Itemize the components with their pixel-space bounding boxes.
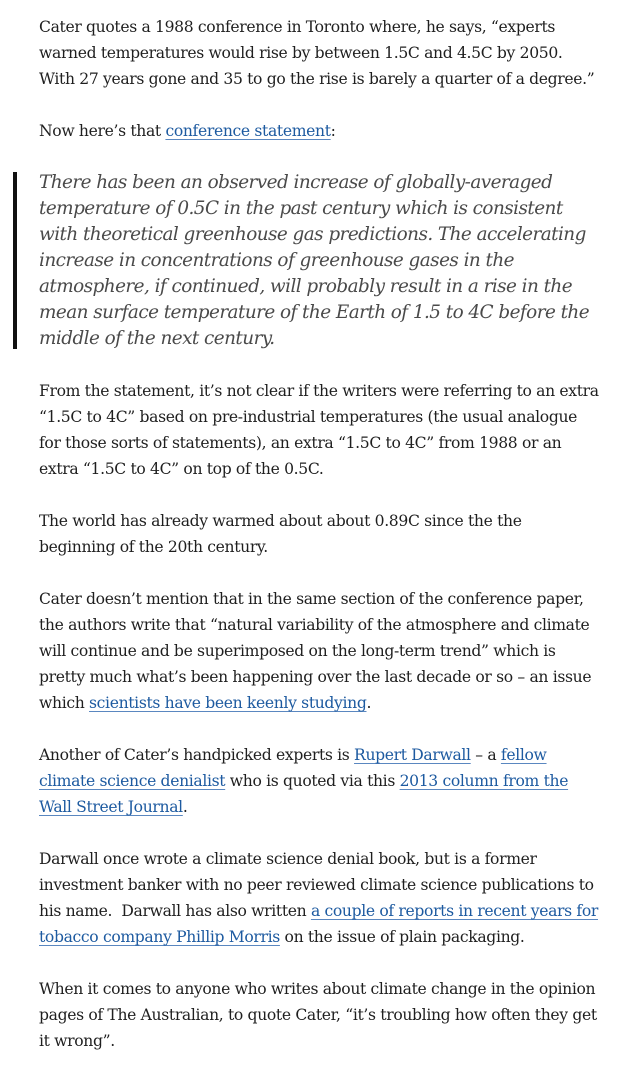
- blockquote-text: There has been an observed increase of globally-averaged temperature of 0.5C in the past century which is consistent with theoretical greenhouse gas predictions. The accelerating increase in concentrations of greenhouse gases in the atmosphere, if continued, will probably result in a rise in the mean surface temperature of the Earth of 1.5 to 4C before the middle of the next century.: [39, 172, 590, 349]
- scientists-studying-link[interactable]: scientists have been keenly studying: [89, 694, 367, 712]
- text-segment: Cater doesn’t mention that in the same section of the conference paper, the authors write that “natural variability of the atmosphere and climate will continue and be superimposed on the long-term trend” which is pretty much what’s been happening over the last decade or so – an issue which: [39, 590, 592, 712]
- paragraph-darwall-intro: [39, 742, 599, 820]
- fellow-denialist-link[interactable]: fellow climate science denialist: [39, 746, 547, 790]
- text-segment: Now here’s that: [39, 122, 166, 140]
- paragraph-statement-analysis: From the statement, it’s not clear if the writers were referring to an extra “1.5C to 4C” based on pre-industrial temperatures (the usual analogue for those sorts of statements), an extra “1.5C to 4C” from 1988 or an extra “1.5C to 4C” on top of the 0.5C.: [39, 382, 599, 478]
- text-segment: :: [330, 122, 336, 140]
- text-segment: – a: [470, 746, 501, 764]
- paragraph-darwall-background: [39, 846, 599, 950]
- paragraph-statement-intro: [39, 118, 599, 144]
- conference-statement-link[interactable]: conference statement: [165, 122, 331, 140]
- text-segment: who is quoted via this: [225, 772, 400, 790]
- blockquote-bar: [13, 172, 17, 349]
- paragraph-natural-variability: [39, 586, 599, 716]
- text-segment: .: [366, 694, 372, 712]
- text-segment: on the issue of plain packaging.: [279, 928, 525, 946]
- paragraph-conference-quote: Cater quotes a 1988 conference in Toronto where, he says, “experts warned temperatures would rise by between 1.5C and 4.5C by 2050. With 27 years gone and 35 to go the rise is barely a quarter of a degree.”: [39, 18, 595, 88]
- paragraph-warming: The world has already warmed about about 0.89C since the the beginning of the 20th century.: [39, 512, 522, 556]
- paragraph-conclusion: When it comes to anyone who writes about climate change in the opinion pages of The Australian, to quote Cater, “it’s troubling how often they get it wrong”.: [39, 980, 597, 1050]
- text-segment: Another of Cater’s handpicked experts is: [39, 746, 355, 764]
- text-segment: Darwall once wrote a climate science denial book, but is a former investment banker with no peer reviewed climate science publications to his name. Darwall has also written: [39, 850, 594, 920]
- article-body: [39, 14, 599, 1054]
- rupert-darwall-link[interactable]: Rupert Darwall: [354, 746, 471, 764]
- text-segment: .: [182, 798, 188, 816]
- blockquote: [39, 170, 599, 352]
- wsj-column-link[interactable]: 2013 column from the Wall Street Journal: [39, 772, 569, 816]
- philip-morris-reports-link[interactable]: a couple of reports in recent years for tobacco company Phillip Morris: [39, 902, 598, 946]
